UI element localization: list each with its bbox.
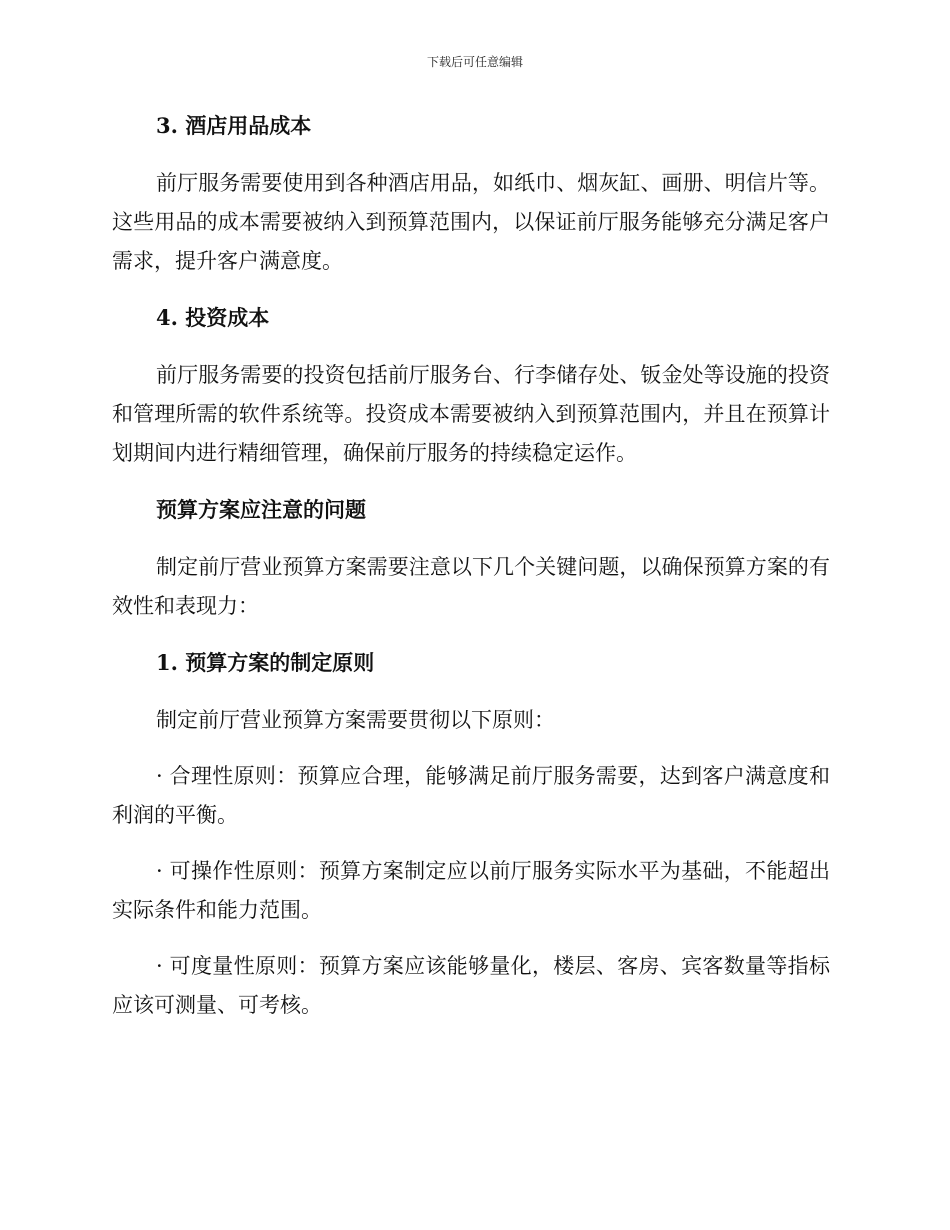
section-heading-budget-notes: 预算方案应注意的问题	[156, 497, 366, 522]
list-item-measurability-principle: · 可度量性原则：预算方案应该能够量化，楼层、客房、宾客数量等指标应该可测量、可考核。	[112, 954, 830, 1017]
paragraph-principles-intro: 制定前厅营业预算方案需要贯彻以下原则：	[156, 708, 555, 732]
section-heading-budget-principles: 1. 预算方案的制定原则	[156, 650, 375, 675]
paragraph-budget-notes: 制定前厅营业预算方案需要注意以下几个关键问题，以确保预算方案的有效性和表现力：	[112, 555, 830, 618]
section-heading-investment-cost: 4. 投资成本	[156, 305, 270, 330]
list-item-operability-principle: · 可操作性原则：预算方案制定应以前厅服务实际水平为基础，不能超出实际条件和能力范围。	[112, 859, 830, 922]
paragraph-investment-cost: 前厅服务需要的投资包括前厅服务台、行李储存处、钣金处等设施的投资和管理所需的软件系统等。投资成本需要被纳入到预算范围内，并且在预算计划期间内进行精细管理，确保前厅服务的持续稳定运作。	[112, 363, 830, 465]
section-heading-hotel-supplies-cost: 3. 酒店用品成本	[156, 113, 312, 138]
document-body	[112, 106, 830, 1042]
paragraph-hotel-supplies-cost: 前厅服务需要使用到各种酒店用品，如纸巾、烟灰缸、画册、明信片等。这些用品的成本需要被纳入到预算范围内，以保证前厅服务能够充分满足客户需求，提升客户满意度。	[112, 171, 830, 273]
header-note: 下载后可任意编辑	[426, 55, 523, 69]
list-item-reasonableness-principle: · 合理性原则：预算应合理，能够满足前厅服务需要，达到客户满意度和利润的平衡。	[112, 764, 830, 827]
